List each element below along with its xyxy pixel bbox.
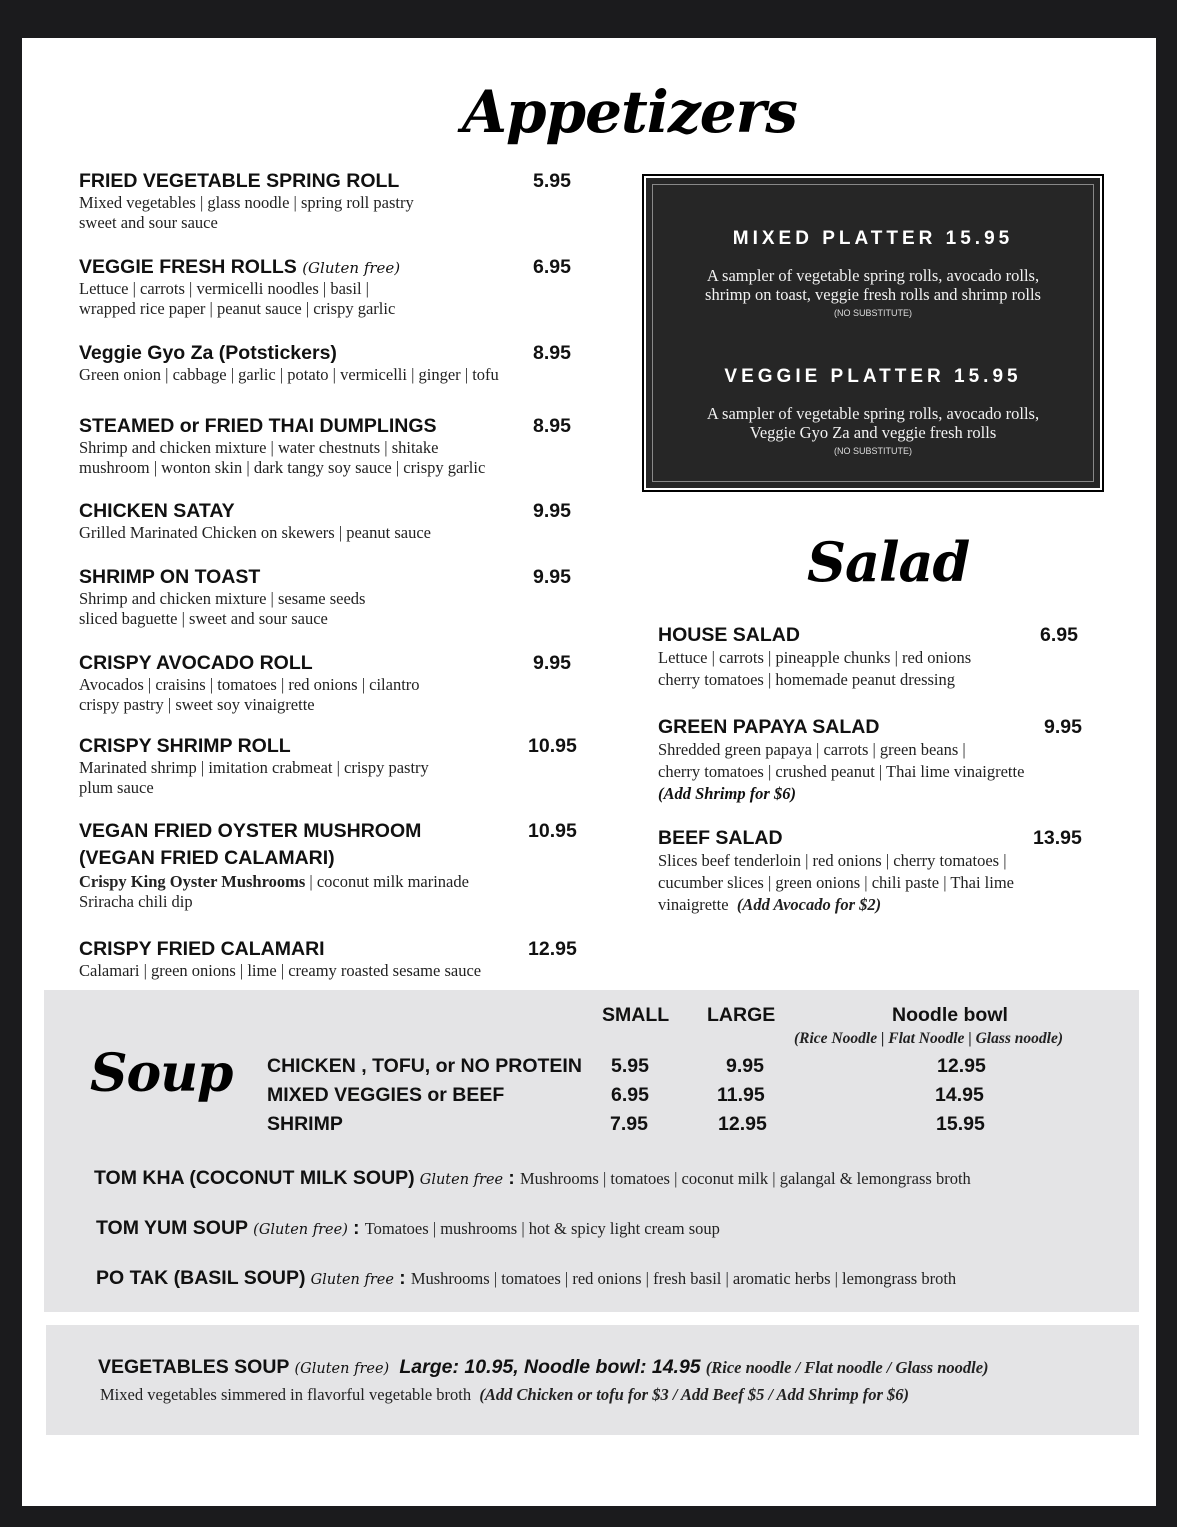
item-desc: sweet and sour sauce: [79, 213, 218, 232]
item-name: CRISPY FRIED CALAMARI: [79, 938, 325, 960]
soup-row-large: 11.95: [717, 1084, 765, 1106]
soup-row-small: 5.95: [611, 1055, 649, 1077]
menu-item: [79, 415, 571, 478]
soup-row-large: 12.95: [718, 1113, 767, 1135]
soup-row-small: 7.95: [610, 1113, 648, 1135]
item-desc: sliced baguette | sweet and sour sauce: [79, 609, 328, 628]
item-name: BEEF SALAD: [658, 827, 783, 849]
item-price: 9.95: [533, 500, 571, 522]
platter-desc: A sampler of vegetable spring rolls, avocado rolls,: [706, 266, 1040, 285]
col-small: SMALL: [602, 1004, 670, 1026]
vegetables-soup-noodles: (Rice noodle / Flat noodle / Glass noodle): [705, 1358, 989, 1377]
item-price: 6.95: [1040, 624, 1078, 646]
salad-heading: Salad: [807, 530, 970, 594]
gluten-free-label: Gluten free: [419, 1172, 504, 1188]
menu-item: [79, 566, 571, 629]
item-price: 8.95: [533, 342, 571, 364]
item-desc: cherry tomatoes | homemade peanut dressing: [658, 670, 955, 689]
item-desc: cherry tomatoes | crushed peanut | Thai lime vinaigrette: [658, 762, 1025, 781]
soup-row-large: 9.95: [726, 1055, 764, 1077]
item-desc: crispy pastry | sweet soy vinaigrette: [79, 695, 315, 714]
soup-type: TOM KHA (COCONUT MILK SOUP) Gluten free : Mushrooms | tomatoes | coconut milk | galangal & lemongrass broth: [94, 1167, 971, 1189]
item-name: VEGGIE FRESH ROLLS (Gluten free): [79, 256, 401, 278]
menu-item: [79, 652, 571, 715]
menu-item: [79, 256, 571, 319]
item-price: 10.95: [528, 735, 577, 757]
vegetables-soup-desc: Mixed vegetables simmered in flavorful vegetable broth (Add Chicken or tofu for $3 / Add Beef $5 / Add Shrimp for $6): [100, 1385, 910, 1404]
soup-type: TOM YUM SOUP (Gluten free) : Tomatoes | mushrooms | hot & spicy light cream soup: [96, 1217, 720, 1239]
vegetables-soup-title: VEGETABLES SOUP (Gluten free) Large: 10.95, Noodle bowl: 14.95 (Rice noodle / Flat noodle / Glass noodle): [98, 1356, 989, 1378]
soup-row-bowl: 14.95: [935, 1084, 984, 1106]
menu-item: [79, 735, 577, 798]
item-name: SHRIMP ON TOAST: [79, 566, 261, 588]
item-desc: Sriracha chili dip: [79, 892, 193, 911]
item-desc: wrapped rice paper | peanut sauce | crispy garlic: [79, 299, 396, 318]
item-price: 10.95: [528, 820, 577, 842]
menu-item: [79, 170, 571, 233]
menu-item: [79, 938, 577, 981]
soup-heading: Soup: [90, 1043, 233, 1104]
col-noodle-bowl: Noodle bowl: [892, 1004, 1008, 1026]
item-name: STEAMED or FRIED THAI DUMPLINGS: [79, 415, 437, 437]
menu-item: [79, 342, 571, 385]
item-price: 12.95: [528, 938, 577, 960]
item-note: (Add Shrimp for $6): [658, 784, 796, 803]
appetizers-heading: Appetizers: [462, 78, 797, 146]
menu-item: [658, 716, 1082, 805]
item-price: 5.95: [533, 170, 571, 192]
platter-desc: A sampler of vegetable spring rolls, avocado rolls,: [706, 404, 1040, 423]
soup-row-name: MIXED VEGGIES or BEEF: [267, 1084, 505, 1106]
soup-row-small: 6.95: [611, 1084, 649, 1106]
item-desc: plum sauce: [79, 778, 154, 797]
col-noodle-bowl-sub: (Rice Noodle | Flat Noodle | Glass noodle): [794, 1030, 1064, 1047]
soup-type: PO TAK (BASIL SOUP) Gluten free : Mushrooms | tomatoes | red onions | fresh basil | aromatic herbs | lemongrass broth: [96, 1267, 957, 1289]
menu-item: [658, 624, 1078, 691]
item-name: CHICKEN SATAY: [79, 500, 235, 522]
item-desc: Shredded green papaya | carrots | green beans |: [658, 740, 966, 759]
item-desc: Marinated shrimp | imitation crabmeat | crispy pastry: [79, 758, 429, 777]
menu-item: [79, 500, 571, 543]
item-desc: vinaigrette (Add Avocado for $2): [658, 895, 882, 914]
item-name: CRISPY SHRIMP ROLL: [79, 735, 291, 757]
item-name: CRISPY AVOCADO ROLL: [79, 652, 313, 674]
item-name: VEGAN FRIED OYSTER MUSHROOM: [79, 820, 422, 842]
item-desc: Grilled Marinated Chicken on skewers | peanut sauce: [79, 523, 431, 542]
item-note: (Add Avocado for $2): [736, 895, 882, 914]
vegetables-soup-addons: (Add Chicken or tofu for $3 / Add Beef $5 / Add Shrimp for $6): [479, 1385, 910, 1404]
item-desc: Green onion | cabbage | garlic | potato | vermicelli | ginger | tofu: [79, 365, 499, 384]
platter-note: (NO SUBSTITUTE): [834, 446, 912, 456]
platter-desc: shrimp on toast, veggie fresh rolls and shrimp rolls: [705, 285, 1041, 304]
item-desc: Calamari | green onions | lime | creamy roasted sesame sauce: [79, 961, 482, 980]
soup-row-name: CHICKEN , TOFU, or NO PROTEIN: [267, 1055, 582, 1077]
soup-row-bowl: 15.95: [936, 1113, 985, 1135]
platter-title: VEGGIE PLATTER 15.95: [724, 366, 1022, 387]
item-desc: Shrimp and chicken mixture | sesame seeds: [79, 589, 366, 608]
item-desc: Mixed vegetables | glass noodle | spring roll pastry: [79, 193, 414, 212]
soup-row-bowl: 12.95: [937, 1055, 986, 1077]
gluten-free-label: (Gluten free): [253, 1222, 348, 1238]
item-name: GREEN PAPAYA SALAD: [658, 716, 880, 738]
menu-item: [658, 827, 1082, 916]
item-price: 13.95: [1033, 827, 1082, 849]
platter-box: [646, 178, 1100, 488]
item-price: 9.95: [533, 566, 571, 588]
platter-title: MIXED PLATTER 15.95: [732, 228, 1014, 249]
item-desc: Shrimp and chicken mixture | water chestnuts | shitake: [79, 438, 439, 457]
item-desc: mushroom | wonton skin | dark tangy soy sauce | crispy garlic: [79, 458, 486, 477]
item-desc: Crispy King Oyster Mushrooms | coconut milk marinade: [79, 872, 469, 891]
menu-item: [79, 820, 577, 912]
vegetables-soup-prices: Large: 10.95, Noodle bowl: 14.95: [399, 1356, 701, 1378]
item-name: HOUSE SALAD: [658, 624, 800, 646]
item-name: FRIED VEGETABLE SPRING ROLL: [79, 170, 400, 192]
item-desc: cucumber slices | green onions | chili paste | Thai lime: [658, 873, 1015, 892]
col-large: LARGE: [707, 1004, 776, 1026]
item-desc: Lettuce | carrots | vermicelli noodles | basil |: [79, 279, 369, 298]
platter-desc: Veggie Gyo Za and veggie fresh rolls: [749, 423, 997, 442]
item-price: 9.95: [533, 652, 571, 674]
gluten-free-label: Gluten free: [310, 1272, 394, 1288]
item-price: 8.95: [533, 415, 571, 437]
item-desc: Lettuce | carrots | pineapple chunks | red onions: [658, 648, 972, 667]
item-price: 6.95: [533, 256, 571, 278]
item-desc: Avocados | craisins | tomatoes | red onions | cilantro: [79, 675, 420, 694]
gluten-free-label: (Gluten free): [294, 1361, 390, 1377]
item-desc: Slices beef tenderloin | red onions | cherry tomatoes |: [658, 851, 1007, 870]
platter-note: (NO SUBSTITUTE): [834, 308, 912, 318]
soup-row-name: SHRIMP: [267, 1113, 343, 1135]
item-name: Veggie Gyo Za (Potstickers): [79, 342, 337, 364]
item-price: 9.95: [1044, 716, 1082, 738]
gluten-free-label: (Gluten free): [302, 259, 401, 277]
item-name-alt: (VEGAN FRIED CALAMARI): [79, 847, 335, 869]
menu-page: [22, 38, 1156, 1506]
vegetables-soup-panel: [46, 1325, 1139, 1435]
